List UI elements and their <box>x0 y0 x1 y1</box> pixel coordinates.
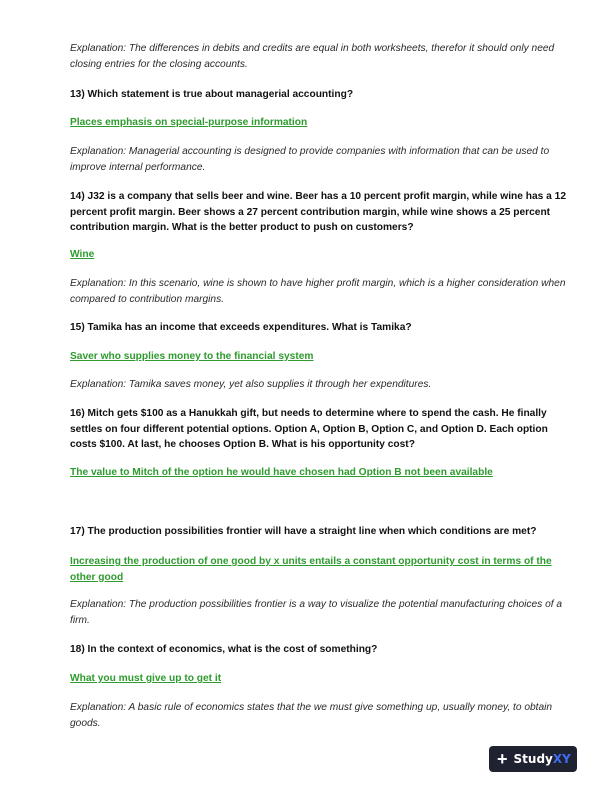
question-14: 14) J32 is a company that sells beer and wine. Beer has a 10 percent profit margin, while wine has a 12 percent profit margin. Beer shows a 27 percent contribution margin, while wine shows a 25 percent contribution margin. What is the better product to push on customers? <box>70 191 566 233</box>
plus-icon: + <box>497 749 508 769</box>
question-18: 18) In the context of economics, what is the cost of something? <box>70 644 378 655</box>
explanation-text: Explanation: A basic rule of economics states that the we must give something up, usually money, to obtain goods. <box>70 702 553 729</box>
explanation-text: Explanation: Managerial accounting is designed to provide companies with information that can be used to improve internal performance. <box>70 146 550 173</box>
logo-wordmark: StudyXY <box>513 752 571 766</box>
explanation-text: Explanation: The differences in debits and credits are equal in both worksheets, therefor it should only need closing entries for the closing accounts. <box>70 43 555 70</box>
explanation-text: Explanation: Tamika saves money, yet also supplies it through her expenditures. <box>70 379 432 390</box>
answer-14: Wine <box>70 249 95 260</box>
question-16: 16) Mitch gets $100 as a Hanukkah gift, but needs to determine where to spend the cash. He finally settles on four different potential options. Option A, Option B, Option C, and Option D. Each option costs $100. At last, he chooses Option B. What is his opportunity cost? <box>70 408 548 450</box>
answer-17: Increasing the production of one good by x units entails a constant opportunity cost in terms of the other good <box>70 556 552 583</box>
studyxy-logo <box>489 746 577 772</box>
question-15: 15) Tamika has an income that exceeds expenditures. What is Tamika? <box>70 322 412 333</box>
answer-16: The value to Mitch of the option he would have chosen had Option B not been available <box>70 467 493 478</box>
question-17: 17) The production possibilities frontier will have a straight line when which conditions are met? <box>70 526 537 537</box>
answer-13: Places emphasis on special-purpose information <box>70 117 308 128</box>
explanation-text: Explanation: In this scenario, wine is shown to have higher profit margin, which is a higher consideration when compared to contribution margins. <box>70 278 566 305</box>
question-13: 13) Which statement is true about managerial accounting? <box>70 89 354 100</box>
answer-15: Saver who supplies money to the financial system <box>70 351 314 362</box>
explanation-text: Explanation: The production possibilities frontier is a way to visualize the potential manufacturing choices of a firm. <box>70 599 563 626</box>
answer-18: What you must give up to get it <box>70 673 222 684</box>
